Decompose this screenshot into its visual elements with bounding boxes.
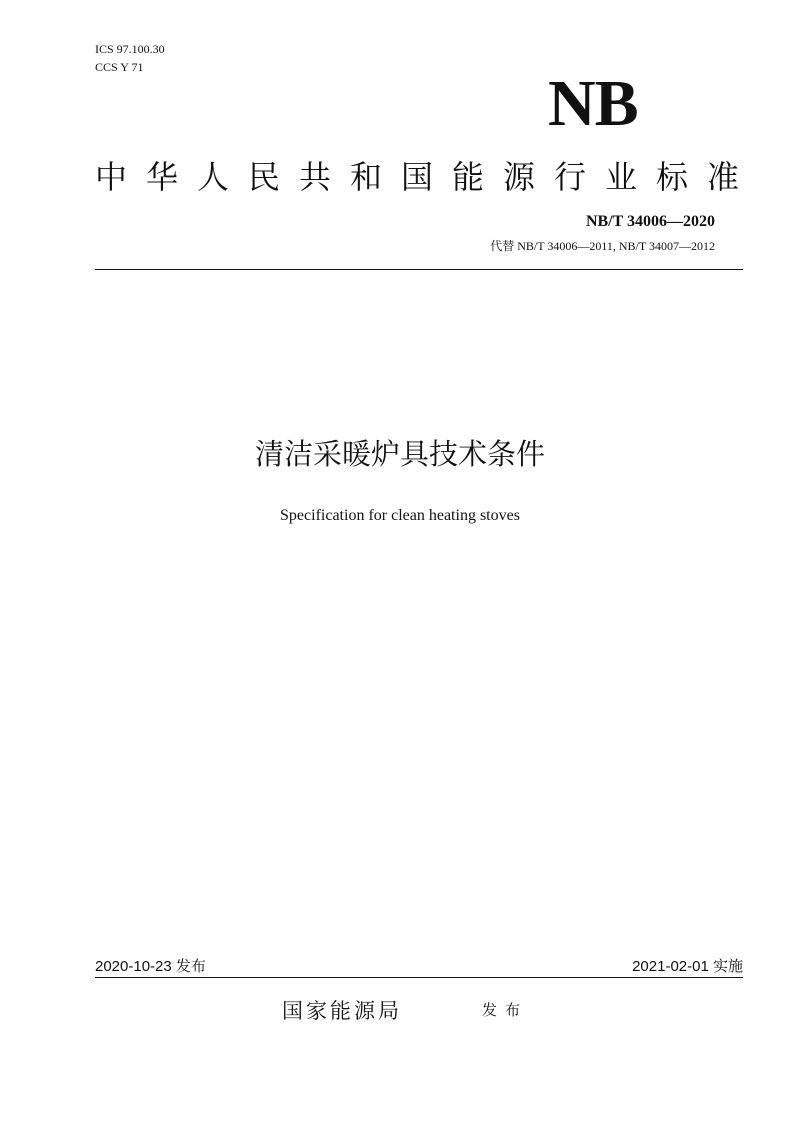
organization-title: 中华人民共和国能源行业标准 [95, 158, 759, 196]
nb-logo: NB [548, 67, 638, 140]
footer-divider [95, 977, 743, 978]
ccs-code: CCS Y 71 [95, 60, 144, 74]
replaces-note: 代替 NB/T 34006—2011, NB/T 34007—2012 [490, 239, 715, 253]
classification-codes [95, 40, 165, 76]
document-title: 清洁采暖炉具技术条件 [254, 437, 545, 471]
publish-label: 发布 [482, 1001, 529, 1019]
standard-number: NB/T 34006—2020 [585, 213, 715, 230]
header-divider [95, 269, 743, 270]
issue-date: 2020-10-23 发布 [95, 958, 206, 975]
document-subtitle: Specification for clean heating stoves [280, 507, 520, 524]
ics-code: ICS 97.100.30 [95, 42, 165, 56]
implementation-date: 2021-02-01 实施 [632, 958, 743, 975]
issuing-authority: 国家能源局 [282, 999, 402, 1023]
